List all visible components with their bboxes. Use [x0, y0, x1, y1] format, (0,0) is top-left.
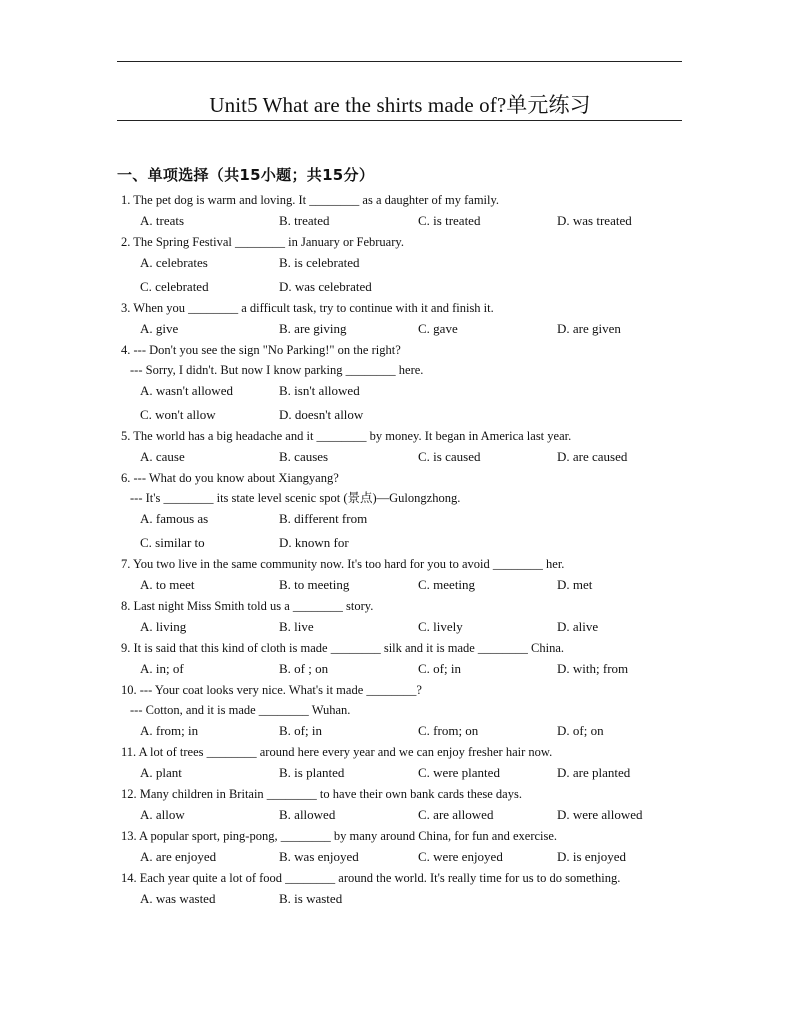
option-d: D. of; on [557, 723, 604, 738]
question-stem: 8. Last night Miss Smith told us a ________ story. [121, 599, 374, 613]
option-b: B. was enjoyed [279, 849, 359, 864]
option-c: C. from; on [418, 723, 479, 738]
option-d: D. was celebrated [279, 279, 372, 294]
question-stem: 6. --- What do you know about Xiangyang? [121, 471, 339, 485]
option-d: D. were allowed [557, 807, 643, 822]
option-d: D. with; from [557, 661, 629, 676]
question-stem-continued: --- It's ________ its state level scenic spot (景点)—Gulongzhong. [130, 491, 461, 505]
header-rule [117, 61, 682, 62]
option-c: C. is caused [418, 449, 481, 464]
question-stem: 11. A lot of trees ________ around here every year and we can enjoy fresher hair now. [121, 745, 553, 759]
options-row [0, 254, 800, 272]
option-d: D. is enjoyed [557, 849, 626, 864]
options-row [0, 320, 800, 338]
options-row [0, 406, 800, 424]
options-row [0, 278, 800, 296]
option-b: B. live [279, 619, 314, 634]
option-c: C. is treated [418, 213, 481, 228]
question-stem: 1. The pet dog is warm and loving. It ________ as a daughter of my family. [121, 193, 500, 207]
option-b: B. is planted [279, 765, 345, 780]
section-heading: 一、单项选择（共15小题；共15分） [117, 166, 375, 184]
options-row [0, 618, 800, 636]
option-b: B. different from [279, 511, 368, 526]
question-stem: 10. --- Your coat looks very nice. What's it made ________? [121, 683, 422, 697]
option-d: D. was treated [557, 213, 632, 228]
option-a: A. living [140, 619, 187, 634]
options-row [0, 848, 800, 866]
options-row [0, 722, 800, 740]
option-c: C. are allowed [418, 807, 494, 822]
option-c: C. lively [418, 619, 463, 634]
question-stem: 12. Many children in Britain ________ to have their own bank cards these days. [121, 787, 522, 801]
option-a: A. treats [140, 213, 185, 228]
question-stem: 13. A popular sport, ping-pong, ________ by many around China, for fun and exercise. [121, 829, 558, 843]
question-stem: 3. When you ________ a difficult task, try to continue with it and finish it. [121, 301, 494, 315]
options-row [0, 448, 800, 466]
question-stem-continued: --- Sorry, I didn't. But now I know parking ________ here. [130, 363, 424, 377]
options-row [0, 806, 800, 824]
option-d: D. doesn't allow [279, 407, 364, 422]
question-stem: 5. The world has a big headache and it ________ by money. It began in America last year. [121, 429, 572, 443]
page-title: Unit5 What are the shirts made of?单元练习 [209, 93, 591, 117]
question-stem: 9. It is said that this kind of cloth is made ________ silk and it is made ________ China. [121, 641, 565, 655]
option-d: D. are caused [557, 449, 628, 464]
option-d: D. are planted [557, 765, 631, 780]
option-c: C. similar to [140, 535, 205, 550]
option-b: B. treated [279, 213, 330, 228]
option-a: A. wasn't allowed [140, 383, 233, 398]
question-stem: 14. Each year quite a lot of food ________ around the world. It's really time for us to do something. [121, 871, 621, 885]
options-row [0, 534, 800, 552]
question-stem: 7. You two live in the same community now. It's too hard for you to avoid ________ her. [121, 557, 565, 571]
option-b: B. allowed [279, 807, 336, 822]
options-row [0, 576, 800, 594]
option-c: C. meeting [418, 577, 476, 592]
option-a: A. cause [140, 449, 185, 464]
option-a: A. from; in [140, 723, 199, 738]
options-row [0, 382, 800, 400]
option-b: B. to meeting [279, 577, 350, 592]
option-c: C. were planted [418, 765, 500, 780]
options-row [0, 510, 800, 528]
options-row [0, 660, 800, 678]
option-d: D. are given [557, 321, 621, 336]
option-a: A. allow [140, 807, 185, 822]
option-c: C. of; in [418, 661, 461, 676]
title-underline [117, 120, 682, 121]
option-b: B. isn't allowed [279, 383, 360, 398]
option-c: C. were enjoyed [418, 849, 503, 864]
option-b: B. are giving [279, 321, 347, 336]
options-row [0, 890, 800, 908]
option-c: C. won't allow [140, 407, 216, 422]
option-d: D. known for [279, 535, 349, 550]
options-row [0, 764, 800, 782]
question-stem-continued: --- Cotton, and it is made ________ Wuhan. [130, 703, 351, 717]
option-a: A. give [140, 321, 179, 336]
option-d: D. alive [557, 619, 599, 634]
option-c: C. gave [418, 321, 458, 336]
option-a: A. are enjoyed [140, 849, 217, 864]
option-b: B. is celebrated [279, 255, 360, 270]
option-a: A. plant [140, 765, 182, 780]
options-row [0, 212, 800, 230]
option-a: A. famous as [140, 511, 209, 526]
question-stem: 4. --- Don't you see the sign "No Parking!" on the right? [121, 343, 401, 357]
option-a: A. to meet [140, 577, 195, 592]
option-a: A. in; of [140, 661, 184, 676]
option-b: B. is wasted [279, 891, 343, 906]
option-b: B. causes [279, 449, 329, 464]
option-b: B. of; in [279, 723, 322, 738]
option-c: C. celebrated [140, 279, 209, 294]
option-a: A. celebrates [140, 255, 208, 270]
option-a: A. was wasted [140, 891, 216, 906]
question-stem: 2. The Spring Festival ________ in January or February. [121, 235, 404, 249]
option-b: B. of ; on [279, 661, 329, 676]
option-d: D. met [557, 577, 593, 592]
